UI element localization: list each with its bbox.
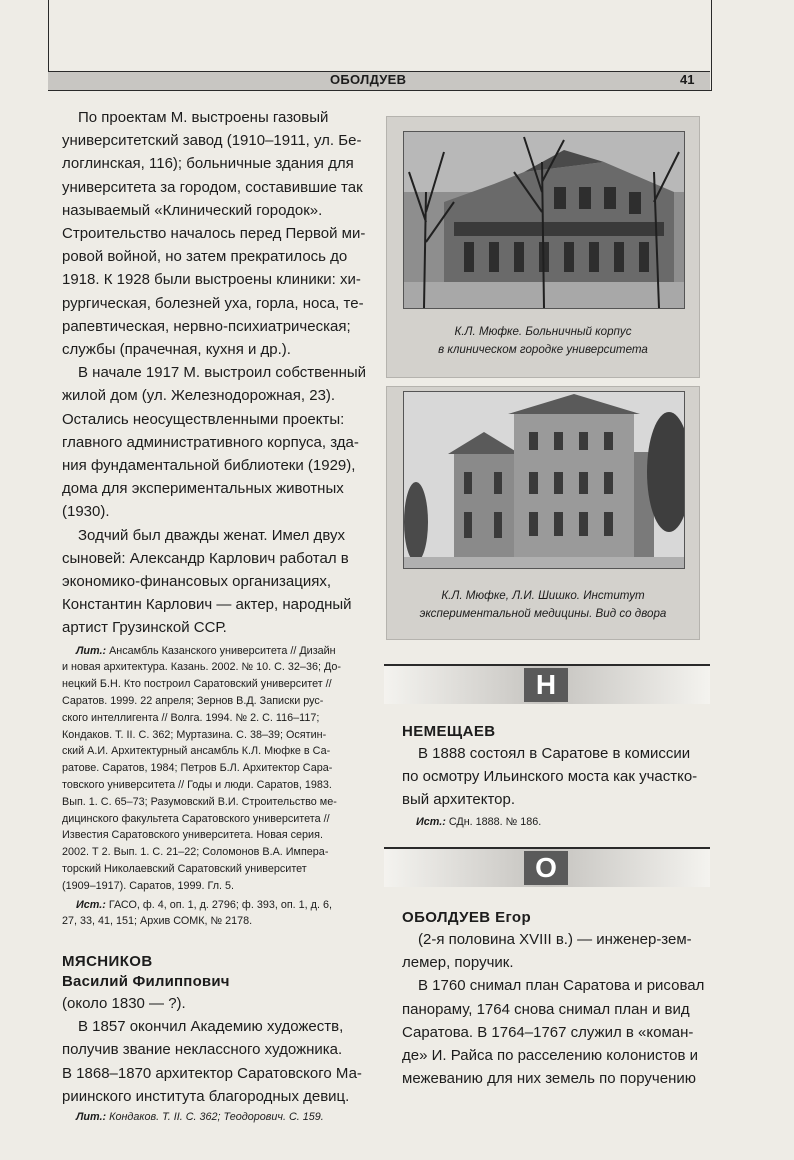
text-line: сыновей: Александр Карлович работал в — [62, 549, 349, 567]
paragraph-1 — [62, 106, 368, 361]
text-line: университетский завод (1910–1911, ул. Бе- — [62, 132, 362, 150]
text-line: В 1760 снимал план Саратова и рисовал — [418, 977, 705, 995]
sources-note — [62, 897, 368, 931]
entry-text — [402, 974, 712, 1090]
photo-panel-2 — [386, 386, 700, 640]
text-line: В 1888 состоял в Саратове в комиссии — [418, 745, 691, 762]
institute-building-photo — [403, 391, 685, 569]
text-line: (2-я половина XVIII в.) — инженер-зем- — [418, 931, 692, 948]
text-line: лемер, поручик. — [402, 954, 514, 972]
photo-panel-1 — [386, 116, 700, 378]
text-line: де» И. Райса по расселению колонистов и — [402, 1047, 699, 1065]
text-line: артист Грузинской ССР. — [62, 619, 227, 637]
text-line: рургическая, болезней уха, горла, носа, те- — [62, 294, 364, 312]
text-line: службы (прачечная, кухня и др.). — [62, 341, 291, 359]
text-line: ния фундаментальной библиотеки (1929), — [62, 457, 356, 475]
text-line: риинского института благородных девиц. — [62, 1087, 350, 1105]
text-line: по осмотру Ильинского моста как участко- — [402, 768, 698, 786]
text-line: (1909–1917). Саратов, 1999. Гл. 5. — [62, 879, 235, 892]
text-line: главного административного корпуса, зда- — [62, 433, 359, 451]
text-line: экспериментальной медицины. Вид со двора — [419, 607, 667, 620]
text-line: межеванию для них земель по поручению — [402, 1070, 696, 1088]
section-letter-o: О — [524, 851, 568, 885]
literature-note — [62, 643, 368, 895]
paragraph-3 — [62, 524, 368, 640]
text-line: в клиническом городке университета — [438, 343, 648, 356]
text-line: нецкий Б.Н. Кто построил Саратовский университет // — [62, 678, 332, 691]
entry-subheading: Василий Филиппович — [62, 973, 230, 991]
text-line: логлинская, 116); больничные здания для — [62, 155, 354, 173]
entry-heading: НЕМЕЩАЕВ — [402, 723, 496, 740]
entry-nemeshchaev — [402, 722, 712, 830]
section-band-o — [384, 847, 710, 887]
text-line: ГАСО, ф. 4, оп. 1, д. 2796; ф. 393, оп. 1, д. 6, — [108, 898, 332, 911]
text-line: панораму, 1764 снова снимал план и вид — [402, 1000, 690, 1018]
text-line: получив звание неклассного художника. — [62, 1041, 343, 1059]
section-rule — [384, 847, 710, 849]
text-line: жилой дом (ул. Железнодорожная, 23). — [62, 387, 336, 405]
text-line: 27, 33, 41, 151; Архив СОМК, № 2178. — [62, 915, 253, 928]
ist-label: Ист.: — [76, 898, 106, 911]
text-line: К.Л. Мюфке. Больничный корпус — [454, 325, 632, 338]
left-column — [62, 106, 368, 1126]
entry-intro — [402, 928, 712, 974]
text-line: Саратов. 1999. 22 апреля; Зернов В.Д. Записки рус- — [62, 695, 324, 708]
lit-label: Лит.: — [76, 1111, 107, 1124]
text-line: В 1868–1870 архитектор Саратовского Ма- — [62, 1064, 362, 1082]
text-line: Остались неосуществленными проекты: — [62, 410, 345, 428]
photo-caption-2 — [387, 587, 699, 623]
text-line: К.Л. Мюфке, Л.И. Шишко. Институт — [441, 589, 645, 602]
text-line: торский Николаевский Саратовский университет — [62, 863, 307, 876]
text-line: Зодчий был дважды женат. Имел двух — [78, 526, 345, 544]
hospital-building-photo — [403, 131, 685, 309]
text-line: университета за городом, составившие так — [62, 178, 363, 196]
entry-myasnikov — [62, 952, 368, 1126]
text-line: Вып. 1. С. 65–73; Разумовский В.И. Строительство ме- — [62, 795, 337, 808]
text-line: и новая архитектура. Казань. 2002. № 10. С. 32–36; До- — [62, 661, 341, 674]
text-line: дома для экспериментальных животных — [62, 480, 344, 498]
paragraph-2 — [62, 361, 368, 523]
text-line: называемый «Клинический городок». — [62, 201, 323, 219]
entry-heading: ОБОЛДУЕВ Егор — [402, 909, 532, 926]
text-line: ровой войной, но затем прекратилось до — [62, 248, 348, 266]
text-line: ского интеллигента // Волга. 1994. № 2. С. 116–117; — [62, 711, 320, 724]
text-line: дицинского факультета Саратовского университета // — [62, 812, 330, 825]
lit-text — [62, 645, 341, 892]
text-line: ский А.И. Архитектурный ансамбль К.Л. Мюфке в Са- — [62, 745, 331, 758]
ist-text: СДн. 1888. № 186. — [448, 815, 542, 828]
photo-caption-1 — [387, 323, 699, 359]
text-line: Кондаков. Т. II. С. 362; Муртазина. С. 38–39; Осятин- — [62, 728, 327, 741]
page-number: 41 — [680, 72, 695, 87]
section-rule — [384, 664, 710, 666]
lit-text: Кондаков. Т. II. С. 362; Теодорович. С. 159. — [109, 1111, 324, 1124]
text-line: В начале 1917 М. выстроил собственный — [78, 364, 367, 382]
text-line: рапевтическая, нервно-психиатрическая; — [62, 317, 351, 335]
running-title: ОБОЛДУЕВ — [330, 72, 407, 87]
text-line: Ансамбль Казанского университета // Дизайн — [109, 644, 336, 657]
entry-heading: МЯСНИКОВ — [62, 953, 153, 971]
text-line: 2002. Т 2. Вып. 1. С. 21–22; Соломонов В.А. Импера- — [62, 846, 329, 859]
section-letter-n: Н — [524, 668, 568, 702]
text-line: В 1857 окончил Академию художеств, — [78, 1018, 344, 1036]
text-line: товского университета // Годы и люди. Саратов, 1983. — [62, 779, 332, 792]
entry-oboldouev — [402, 908, 712, 1090]
text-line: вый архитектор. — [402, 791, 516, 809]
text-line: (1930). — [62, 503, 110, 521]
text-line: 1918. К 1928 были выстроены клиники: хи- — [62, 271, 361, 289]
ist-label: Ист.: — [416, 815, 446, 828]
entry-text — [402, 742, 712, 812]
text-line: Саратова. В 1764–1767 служил в «коман- — [402, 1023, 694, 1041]
text-line: Константин Карлович — актер, народный — [62, 596, 352, 614]
entry-dates: (около 1830 — ?). — [62, 995, 186, 1013]
entry-text — [62, 1015, 368, 1108]
text-line: Строительство началось перед Первой ми- — [62, 225, 366, 243]
text-line: Известия Саратовского университета. Новая серия. — [62, 829, 323, 842]
text-line: экономико-финансовых организациях, — [62, 573, 331, 591]
text-line: ратове. Саратов, 1984; Петров Б.Л. Архитектор Сара- — [62, 762, 333, 775]
entry-literature — [62, 1109, 368, 1126]
section-band-n — [384, 664, 710, 704]
entry-sources — [402, 814, 712, 831]
lit-label: Лит.: — [76, 644, 107, 657]
text-line: По проектам М. выстроены газовый — [78, 109, 329, 126]
